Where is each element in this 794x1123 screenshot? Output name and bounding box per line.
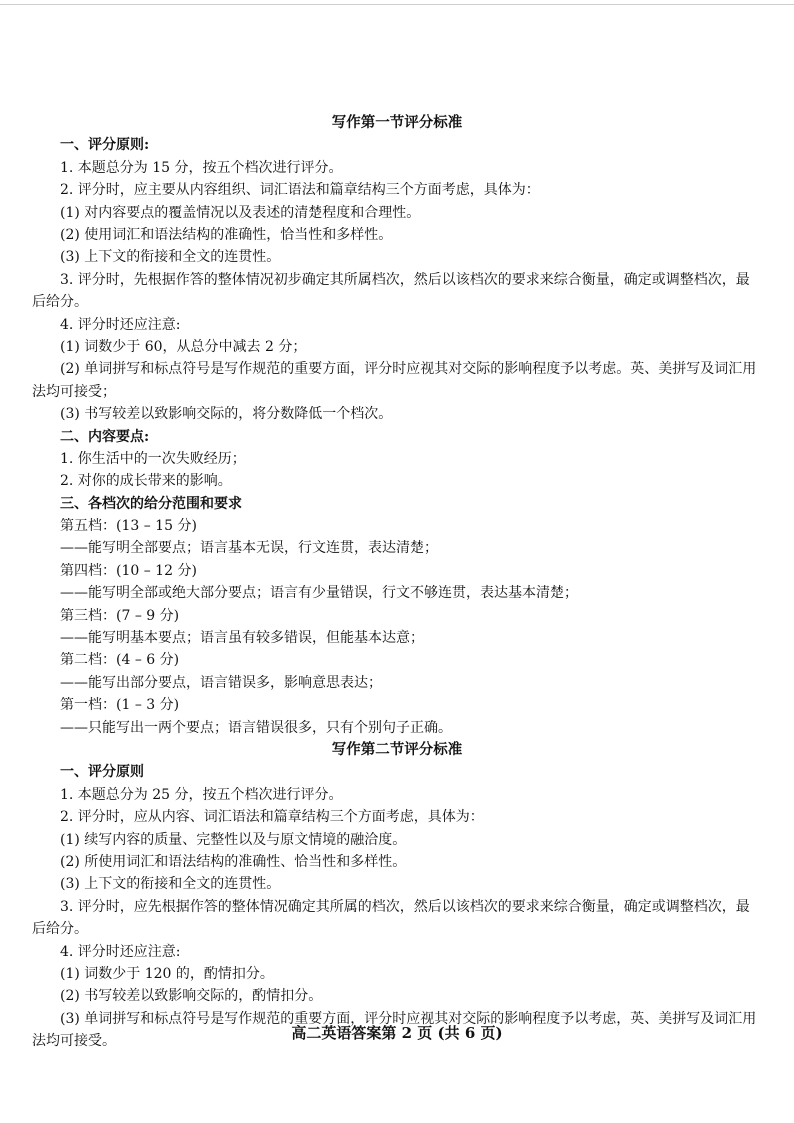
s1-rule-2: 2. 评分时，应主要从内容组织、词汇语法和篇章结构三个方面考虑，具体为： <box>60 182 540 199</box>
s1-point-2: 2. 对你的成长带来的影响。 <box>60 473 232 490</box>
grade-1-desc: ——只能写出一两个要点；语言错误很多，只有个别句子正确。 <box>60 719 452 736</box>
s2-rule-4: 4. 评分时还应注意: <box>60 943 181 960</box>
s1-rule-4c: (3) 书写较差以致影响交际的，将分数降低一个档次。 <box>60 406 393 423</box>
s2-rule-2c: (3) 上下文的衔接和全文的连贯性。 <box>60 876 281 893</box>
s2-rule-4a: (1) 词数少于 120 的，酌情扣分。 <box>60 965 274 982</box>
answer-page <box>32 112 762 1053</box>
s1-rule-4a: (1) 词数少于 60，从总分中减去 2 分； <box>60 338 307 355</box>
s2-rule-4c: (3) 单词拼写和标点符号是写作规范的重要方面，评分时应视其对交际的影响程度予以考虑，英、美拼写及词汇用法均可接受。 <box>32 1010 757 1050</box>
section1-points-heading: 二、内容要点: <box>60 428 150 445</box>
grade-4-desc: ——能写明全部或绝大部分要点；语言有少量错误，行文不够连贯，表达基本清楚； <box>60 585 578 602</box>
grade-5-label: 第五档：(13 – 15 分) <box>60 518 197 535</box>
grade-1-label: 第一档：(1 – 3 分) <box>60 697 180 714</box>
s1-rule-3: 3. 评分时，先根据作答的整体情况初步确定其所属档次，然后以该档次的要求来综合衡量，确定或调整档次，最后给分。 <box>32 271 750 311</box>
s2-rule-2b: (2) 所使用词汇和语法结构的准确性、恰当性和多样性。 <box>60 853 407 870</box>
s1-rule-1: 1. 本题总分为 15 分，按五个档次进行评分。 <box>60 159 343 176</box>
section2-title: 写作第二节评分标准 <box>331 741 463 758</box>
s2-rule-2: 2. 评分时，应从内容、词汇语法和篇章结构三个方面考虑，具体为： <box>60 809 484 826</box>
top-border-line <box>0 4 794 5</box>
s1-rule-4: 4. 评分时还应注意: <box>60 316 181 333</box>
section1-principles-heading: 一、评分原则: <box>60 137 150 154</box>
s2-rule-2a: (1) 续写内容的质量、完整性以及与原文情境的融洽度。 <box>60 831 407 848</box>
grade-2-desc: ——能写出部分要点，语言错误多，影响意思表达； <box>60 674 382 691</box>
grade-2-label: 第二档：(4 – 6 分) <box>60 652 180 669</box>
grade-3-desc: ——能写明基本要点；语言虽有较多错误，但能基本达意； <box>60 630 424 647</box>
s1-rule-2b: (2) 使用词汇和语法结构的准确性，恰当性和多样性。 <box>60 226 393 243</box>
s2-rule-4b: (2) 书写较差以致影响交际的，酌情扣分。 <box>60 988 323 1005</box>
s1-point-1: 1. 你生活中的一次失败经历； <box>60 450 246 467</box>
grade-4-label: 第四档：(10 – 12 分) <box>60 562 197 579</box>
section1-grades-heading: 三、各档次的给分范围和要求 <box>60 495 242 512</box>
s2-rule-1: 1. 本题总分为 25 分，按五个档次进行评分。 <box>60 786 343 803</box>
section2-principles-heading: 一、评分原则 <box>60 764 144 781</box>
page-footer: 高二英语答案第 2 页 (共 6 页) <box>291 1024 503 1042</box>
s1-rule-4b: (2) 单词拼写和标点符号是写作规范的重要方面，评分时应视其对交际的影响程度予以考虑。英、美拼写及词汇用法均可接受； <box>32 361 757 400</box>
s1-rule-2c: (3) 上下文的衔接和全文的连贯性。 <box>60 249 281 266</box>
s2-rule-3: 3. 评分时，应先根据作答的整体情况确定其所属的档次，然后以该档次的要求来综合衡量，确定或调整档次，最后给分。 <box>32 898 750 938</box>
s1-rule-2a: (1) 对内容要点的覆盖情况以及表述的清楚程度和合理性。 <box>60 204 421 221</box>
grade-3-label: 第三档：(7 – 9 分) <box>60 607 180 624</box>
section1-title: 写作第一节评分标准 <box>331 114 463 131</box>
grade-5-desc: ——能写明全部要点；语言基本无误，行文连贯，表达清楚； <box>60 540 438 557</box>
